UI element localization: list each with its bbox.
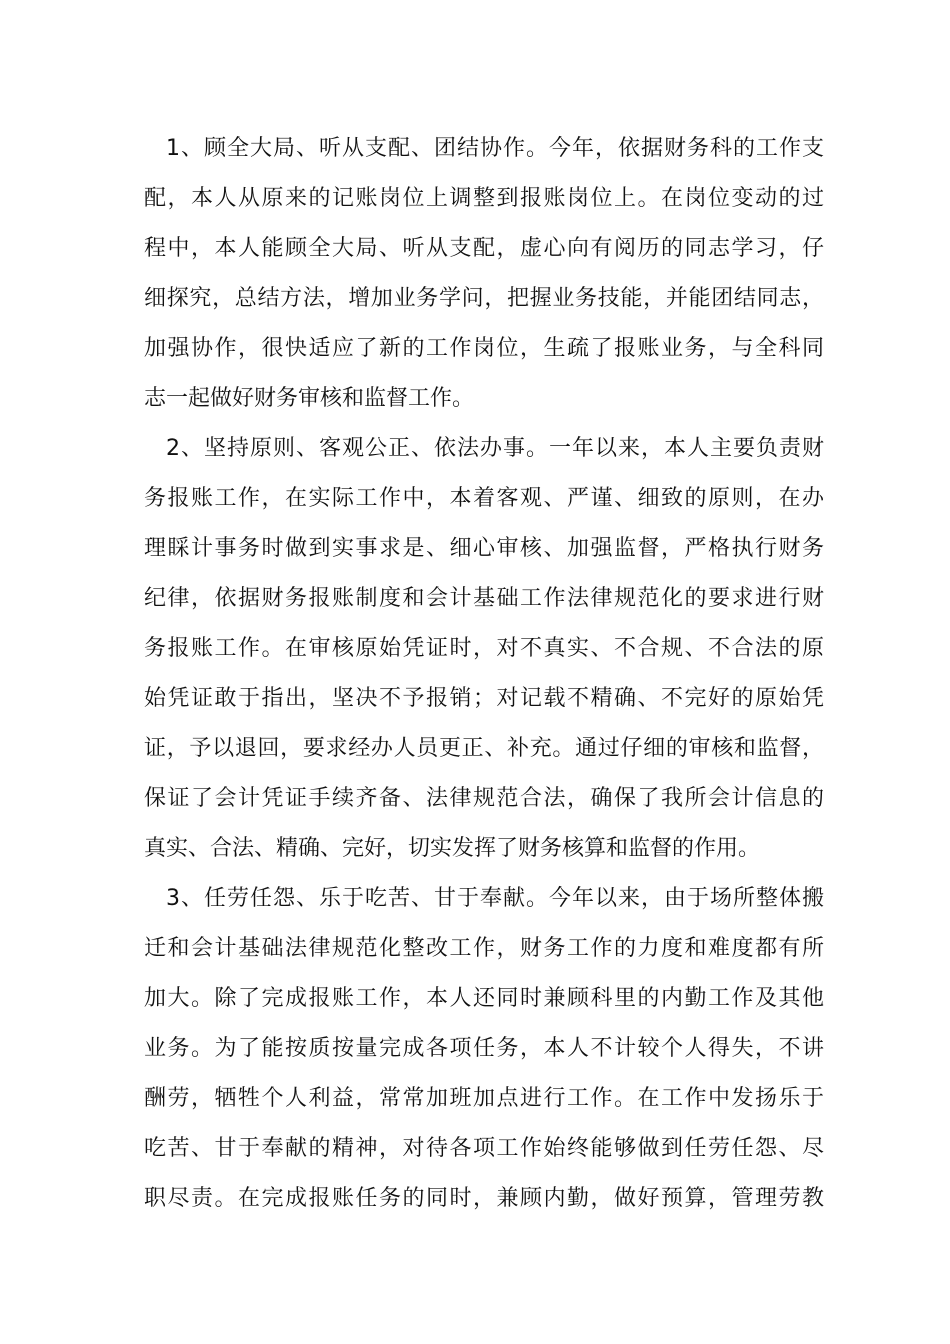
paragraph-2 — [144, 424, 824, 874]
paragraph-line: 1、顾全大局、听从支配、团结协作。今年，依据财务科的工作支 — [166, 136, 824, 161]
paragraph-3 — [144, 874, 824, 1224]
paragraph-line: 职尽责。在完成报账任务的同时，兼顾内勤，做好预算，管理劳教 — [144, 1186, 824, 1211]
paragraph-line: 酬劳，牺牲个人利益，常常加班加点进行工作。在工作中发扬乐于 — [144, 1086, 824, 1111]
paragraph-line: 真实、合法、精确、完好，切实发挥了财务核算和监督的作用。 — [144, 836, 761, 861]
document-body — [144, 124, 824, 1224]
paragraph-line: 迁和会计基础法律规范化整改工作，财务工作的力度和难度都有所 — [144, 936, 824, 961]
paragraph-line: 2、坚持原则、客观公正、依法办事。一年以来，本人主要负责财 — [166, 436, 824, 461]
paragraph-line: 程中，本人能顾全大局、听从支配，虚心向有阅历的同志学习，仔 — [144, 236, 824, 261]
paragraph-line: 加大。除了完成报账工作，本人还同时兼顾科里的内勤工作及其他 — [144, 986, 824, 1011]
paragraph-line: 保证了会计凭证手续齐备、法律规范合法，确保了我所会计信息的 — [144, 786, 824, 811]
paragraph-line: 细探究，总结方法，增加业务学问，把握业务技能，并能团结同志， — [144, 286, 824, 311]
paragraph-line: 始凭证敢于指出，坚决不予报销；对记载不精确、不完好的原始凭 — [144, 686, 824, 711]
paragraph-1 — [144, 124, 824, 424]
paragraph-line: 务报账工作。在审核原始凭证时，对不真实、不合规、不合法的原 — [144, 636, 824, 661]
paragraph-line: 加强协作，很快适应了新的工作岗位，生疏了报账业务，与全科同 — [144, 336, 824, 361]
paragraph-line: 务报账工作，在实际工作中，本着客观、严谨、细致的原则，在办 — [144, 486, 824, 511]
paragraph-line: 吃苦、甘于奉献的精神，对待各项工作始终能够做到任劳任怨、尽 — [144, 1136, 824, 1161]
paragraph-line: 志一起做好财务审核和监督工作。 — [144, 386, 475, 411]
paragraph-line: 配，本人从原来的记账岗位上调整到报账岗位上。在岗位变动的过 — [144, 186, 824, 211]
paragraph-line: 理睬计事务时做到实事求是、细心审核、加强监督，严格执行财务 — [144, 536, 824, 561]
paragraph-line: 纪律，依据财务报账制度和会计基础工作法律规范化的要求进行财 — [144, 586, 824, 611]
paragraph-line: 业务。为了能按质按量完成各项任务，本人不计较个人得失，不讲 — [144, 1036, 824, 1061]
paragraph-line: 3、任劳任怨、乐于吃苦、甘于奉献。今年以来，由于场所整体搬 — [166, 886, 824, 911]
paragraph-line: 证，予以退回，要求经办人员更正、补充。通过仔细的审核和监督， — [144, 736, 824, 761]
